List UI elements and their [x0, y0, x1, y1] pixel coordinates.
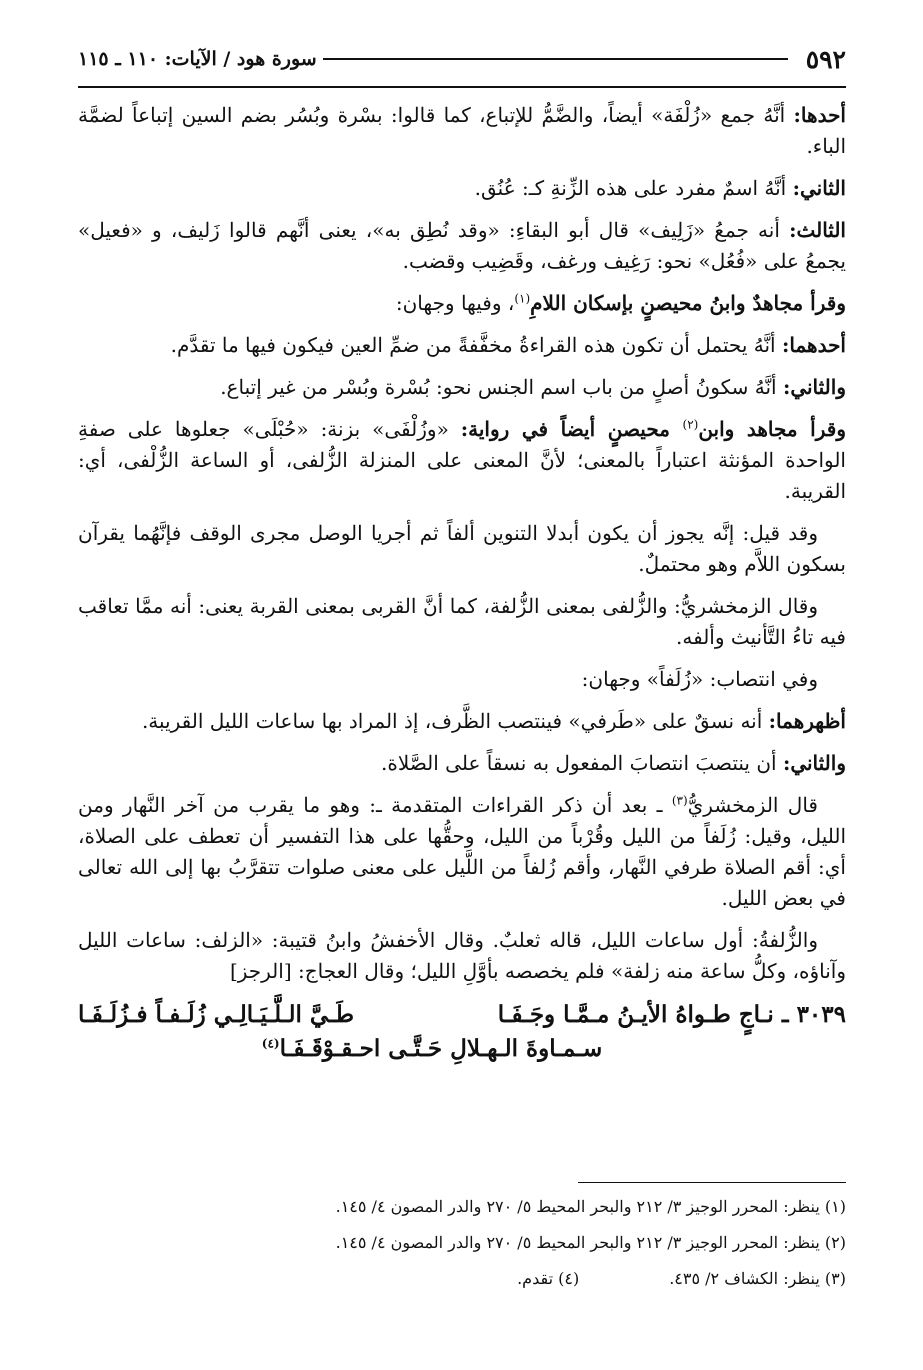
- verse-hemistich-2: طَـيَّ الـلَّـيَـالِـي زُلَـفـاً فـزُلَـفَـا: [78, 1001, 355, 1028]
- footnote-4: (٤) تقدم.: [517, 1269, 580, 1288]
- paragraph: [78, 664, 846, 695]
- paragraph-lead: والثاني:: [782, 751, 846, 775]
- verse-first-half: [498, 998, 846, 1032]
- paragraph-lead: أحدهما:: [781, 333, 846, 357]
- header-rule: [78, 86, 846, 88]
- paragraph: [78, 748, 846, 779]
- paragraph-text: أنه جمعُ «زَلِيف» قال أبو البقاءِ: «وقد نُطِق به»، يعنى أنَّهم قالوا زَليف، و «فعيل» يجمعُ على «فُعُل» نحو: رَغِيف ورغف، وقَضِيب وقضب.: [78, 218, 846, 273]
- paragraph: [78, 100, 846, 162]
- paragraph: [78, 518, 846, 580]
- paragraph: [78, 925, 846, 987]
- paragraph-lead: والثاني:: [782, 375, 846, 399]
- paragraph-text: والزُّلفةُ: أول ساعات الليل، قاله ثعلبٌ. وقال الأخفشُ وابنُ قتيبة: «الزلف: ساعات الليل وآناؤه، وكلُّ ساعة منه زلفة» فلم يخصصه بأوَّلِ الليل؛ وقال العجاج: [الرجز]: [78, 928, 846, 983]
- paragraph-text: أنَّهُ اسمٌ مفرد على هذه الزِّنةِ كـ: عُنُق.: [474, 176, 793, 200]
- paragraph: [78, 706, 846, 737]
- verse-hemistich-1: نـاجٍ طـواهُ الأيـنُ مـمَّـا وجَـفَـا: [497, 1001, 774, 1028]
- footnotes: [78, 1196, 846, 1304]
- paragraph-text: وفي انتصاب: «زُلَفاً» وجهان:: [581, 667, 818, 691]
- paragraph-text: أنَّهُ يحتمل أن تكون هذه القراءةُ مخفَّفةً من ضمِّ العين فيكون فيها ما تقدَّم.: [170, 333, 782, 357]
- footnote-ref: (٣): [671, 793, 688, 808]
- paragraph-text: أنَّهُ سكونُ أصلٍ من باب اسم الجنس نحو: بُسْرة وبُسْر من غير إتباع.: [220, 375, 783, 399]
- paragraph-text: أنَّهُ جمع «زُلْفَة» أيضاً، والضَّمُّ للإتباع، كما قالوا: بسْرة وبُسُر بضم السين إتباعاً لضمَّة الباء.: [78, 103, 846, 158]
- paragraph: [78, 372, 846, 403]
- paragraph-text: وقال الزمخشريُّ: والزُّلفى بمعنى الزُّلفة، كما أنَّ القربى بمعنى القربة يعنى: أنه ممَّا تعاقب فيه تاءُ التَّأنيث وألفه.: [78, 594, 846, 649]
- paragraph-lead-continued: محيصنٍ أيضاً في رواية:: [460, 417, 683, 441]
- footnote-rule: [578, 1182, 846, 1183]
- paragraph-lead: وقرأ مجاهد وابن: [698, 417, 846, 441]
- paragraph-lead: أحدها:: [793, 103, 846, 127]
- footnote-ref: (١): [514, 291, 531, 306]
- paragraph-text: أنه نسقٌ على «طَرفي» فينتصب الظَّرف، إذ المراد بها ساعات الليل القريبة.: [141, 709, 769, 733]
- paragraph-text-continued: ـ بعد أن ذكر القراءات المتقدمة ـ: وهو ما يقرب من آخر النَّهار ومن الليل، وقيل: زُلَفاً من الليل وقُرْباً من الليل، وحقُّها على هذا التفسير أن تعطف على الصلاة، أي: أقم الصلاة طرفي النَّهار، وأقم زُلفاً من اللَّيل على معنى صلوات تتقرَّبُ بها إلى الله تعالى في بعض الليل.: [78, 793, 846, 910]
- paragraph-text: «وزُلْفَى» بزنة: «حُبْلَى» جعلوها على صفةِ الواحدة المؤنثة اعتباراً بالمعنى؛ لأنَّ المعنى على المنزلة الزُّلفى، أو الساعة الزُّلْفى، أي: القريبة.: [78, 417, 846, 503]
- paragraph: [78, 215, 846, 277]
- paragraph: [78, 288, 846, 319]
- paragraph-text: وقد قيل: إنَّه يجوز أن يكون أبدلا التنوين ألفاً ثم أجريا الوصل مجرى الوقف فإنَّهُما يقرآن بسكون اللاَّم وهو محتملٌ.: [78, 521, 846, 576]
- running-head: سورة هود / الآيات: ١١٠ ـ ١١٥: [78, 48, 317, 70]
- footnote-row: [78, 1268, 846, 1304]
- footnote-2: (٢) ينظر: المحرر الوجيز ٣/ ٢١٢ والبحر المحيط ٥/ ٢٧٠ والدر المصون ٤/ ١٤٥.: [335, 1233, 846, 1252]
- footnote-ref: (٤): [261, 1036, 280, 1051]
- paragraph-text: أن ينتصبَ انتصابَ المفعول به نسقاً على الصَّلاة.: [381, 751, 783, 775]
- paragraph-text: قال الزمخشريُّ: [687, 793, 818, 817]
- header-line: [323, 58, 788, 60]
- verse-hemistich-3: سـمـاوةَ الـهـلالِ حَـتَّـى احـقـوْقَـفَـا: [279, 1035, 603, 1062]
- paragraph-lead: الثالث:: [789, 218, 846, 242]
- paragraph: [78, 591, 846, 653]
- paragraph-lead: وقرأ مجاهدٌ وابنُ محيصنٍ بإسكان اللامِ: [530, 291, 846, 315]
- footnote-ref: (٢): [682, 417, 699, 432]
- body-text: [78, 100, 846, 1066]
- paragraph-lead: الثاني:: [792, 176, 846, 200]
- footnote-3: (٣) ينظر: الكشاف ٢/ ٤٣٥.: [669, 1269, 846, 1288]
- verse-line-1: [78, 998, 846, 1032]
- verse-number: ٣٠٣٩ ـ: [781, 1001, 846, 1028]
- verse-line-2: [78, 1032, 786, 1066]
- page-number: ٥٩٢: [805, 44, 846, 74]
- paragraph-text: ، وفيها وجهان:: [395, 291, 515, 315]
- page-header: [78, 38, 846, 80]
- footnote-1: (١) ينظر: المحرر الوجيز ٣/ ٢١٢ والبحر المحيط ٥/ ٢٧٠ والدر المصون ٤/ ١٤٥.: [335, 1197, 846, 1216]
- poetry-verse: [78, 998, 846, 1066]
- paragraph: [78, 173, 846, 204]
- paragraph-lead: أظهرهما:: [768, 709, 846, 733]
- paragraph: [78, 790, 846, 914]
- paragraph: [78, 414, 846, 507]
- paragraph: [78, 330, 846, 361]
